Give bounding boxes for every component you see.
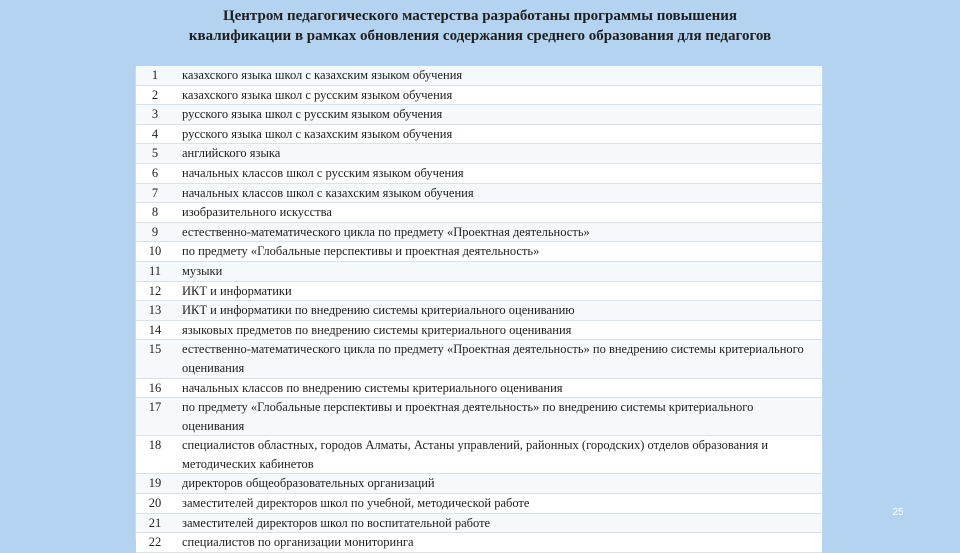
- row-number: 2: [136, 85, 178, 105]
- row-number: 12: [136, 281, 178, 301]
- row-program: изобразительного искусства: [178, 203, 822, 223]
- table-row: [136, 144, 822, 164]
- row-number: 7: [136, 183, 178, 203]
- table-row: [136, 474, 822, 494]
- row-number: 22: [136, 533, 178, 553]
- row-program: заместителей директоров школ по воспитательной работе: [178, 513, 822, 533]
- row-number: 11: [136, 261, 178, 281]
- row-program: по предмету «Глобальные перспективы и проектная деятельность»: [178, 242, 822, 262]
- row-program: специалистов областных, городов Алматы, Астаны управлений, районных (городских) отделов образования и методических кабинетов: [178, 436, 822, 474]
- row-number: 21: [136, 513, 178, 533]
- row-number: 15: [136, 340, 178, 378]
- row-program: музыки: [178, 261, 822, 281]
- row-number: 6: [136, 163, 178, 183]
- row-program: специалистов по организации мониторинга: [178, 533, 822, 553]
- table-row: [136, 436, 822, 474]
- slide-title-line-2: квалификации в рамках обновления содержания среднего образования для педагогов: [188, 28, 772, 44]
- row-number: 8: [136, 203, 178, 223]
- row-number: 20: [136, 494, 178, 514]
- table-row: [136, 183, 822, 203]
- row-program: русского языка школ с русским языком обучения: [178, 105, 822, 125]
- row-program: начальных классов школ с русским языком обучения: [178, 163, 822, 183]
- slide-title: [0, 6, 960, 46]
- table-row: [136, 261, 822, 281]
- row-number: 17: [136, 398, 178, 436]
- table-row: [136, 378, 822, 398]
- table-row: [136, 398, 822, 436]
- table-row: [136, 533, 822, 553]
- row-program: русского языка школ с казахским языком обучения: [178, 124, 822, 144]
- row-program: английского языка: [178, 144, 822, 164]
- row-program: ИКТ и информатики: [178, 281, 822, 301]
- row-program: естественно-математического цикла по предмету «Проектная деятельность»: [178, 222, 822, 242]
- programs-table-body: [136, 66, 822, 552]
- row-program: заместителей директоров школ по учебной, методической работе: [178, 494, 822, 514]
- row-program: ИКТ и информатики по внедрению системы критериального оцениванию: [178, 301, 822, 321]
- table-row: [136, 105, 822, 125]
- row-program: начальных классов школ с казахским языком обучения: [178, 183, 822, 203]
- row-number: 1: [136, 66, 178, 85]
- row-program: казахского языка школ с русским языком обучения: [178, 85, 822, 105]
- row-program: по предмету «Глобальные перспективы и проектная деятельность» по внедрению системы критериального оценивания: [178, 398, 822, 436]
- row-number: 16: [136, 378, 178, 398]
- table-row: [136, 163, 822, 183]
- row-program: казахского языка школ с казахским языком обучения: [178, 66, 822, 85]
- table-row: [136, 320, 822, 340]
- row-number: 5: [136, 144, 178, 164]
- row-number: 14: [136, 320, 178, 340]
- row-program: директоров общеобразовательных организаций: [178, 474, 822, 494]
- table-row: [136, 281, 822, 301]
- table-row: [136, 85, 822, 105]
- table-row: [136, 203, 822, 223]
- slide-title-line-1: Центром педагогического мастерства разработаны программы повышения: [222, 8, 738, 24]
- row-program: языковых предметов по внедрению системы критериального оценивания: [178, 320, 822, 340]
- table-row: [136, 124, 822, 144]
- row-program: начальных классов по внедрению системы критериального оценивания: [178, 378, 822, 398]
- row-number: 19: [136, 474, 178, 494]
- table-row: [136, 222, 822, 242]
- row-number: 10: [136, 242, 178, 262]
- table-row: [136, 340, 822, 378]
- row-program: естественно-математического цикла по предмету «Проектная деятельность» по внедрению системы критериального оценивания: [178, 340, 822, 378]
- row-number: 9: [136, 222, 178, 242]
- table-row: [136, 242, 822, 262]
- table-row: [136, 66, 822, 85]
- row-number: 18: [136, 436, 178, 474]
- row-number: 13: [136, 301, 178, 321]
- table-row: [136, 301, 822, 321]
- page-number: 25: [892, 507, 904, 518]
- programs-table: [135, 66, 823, 550]
- row-number: 4: [136, 124, 178, 144]
- table-row: [136, 513, 822, 533]
- table-row: [136, 494, 822, 514]
- row-number: 3: [136, 105, 178, 125]
